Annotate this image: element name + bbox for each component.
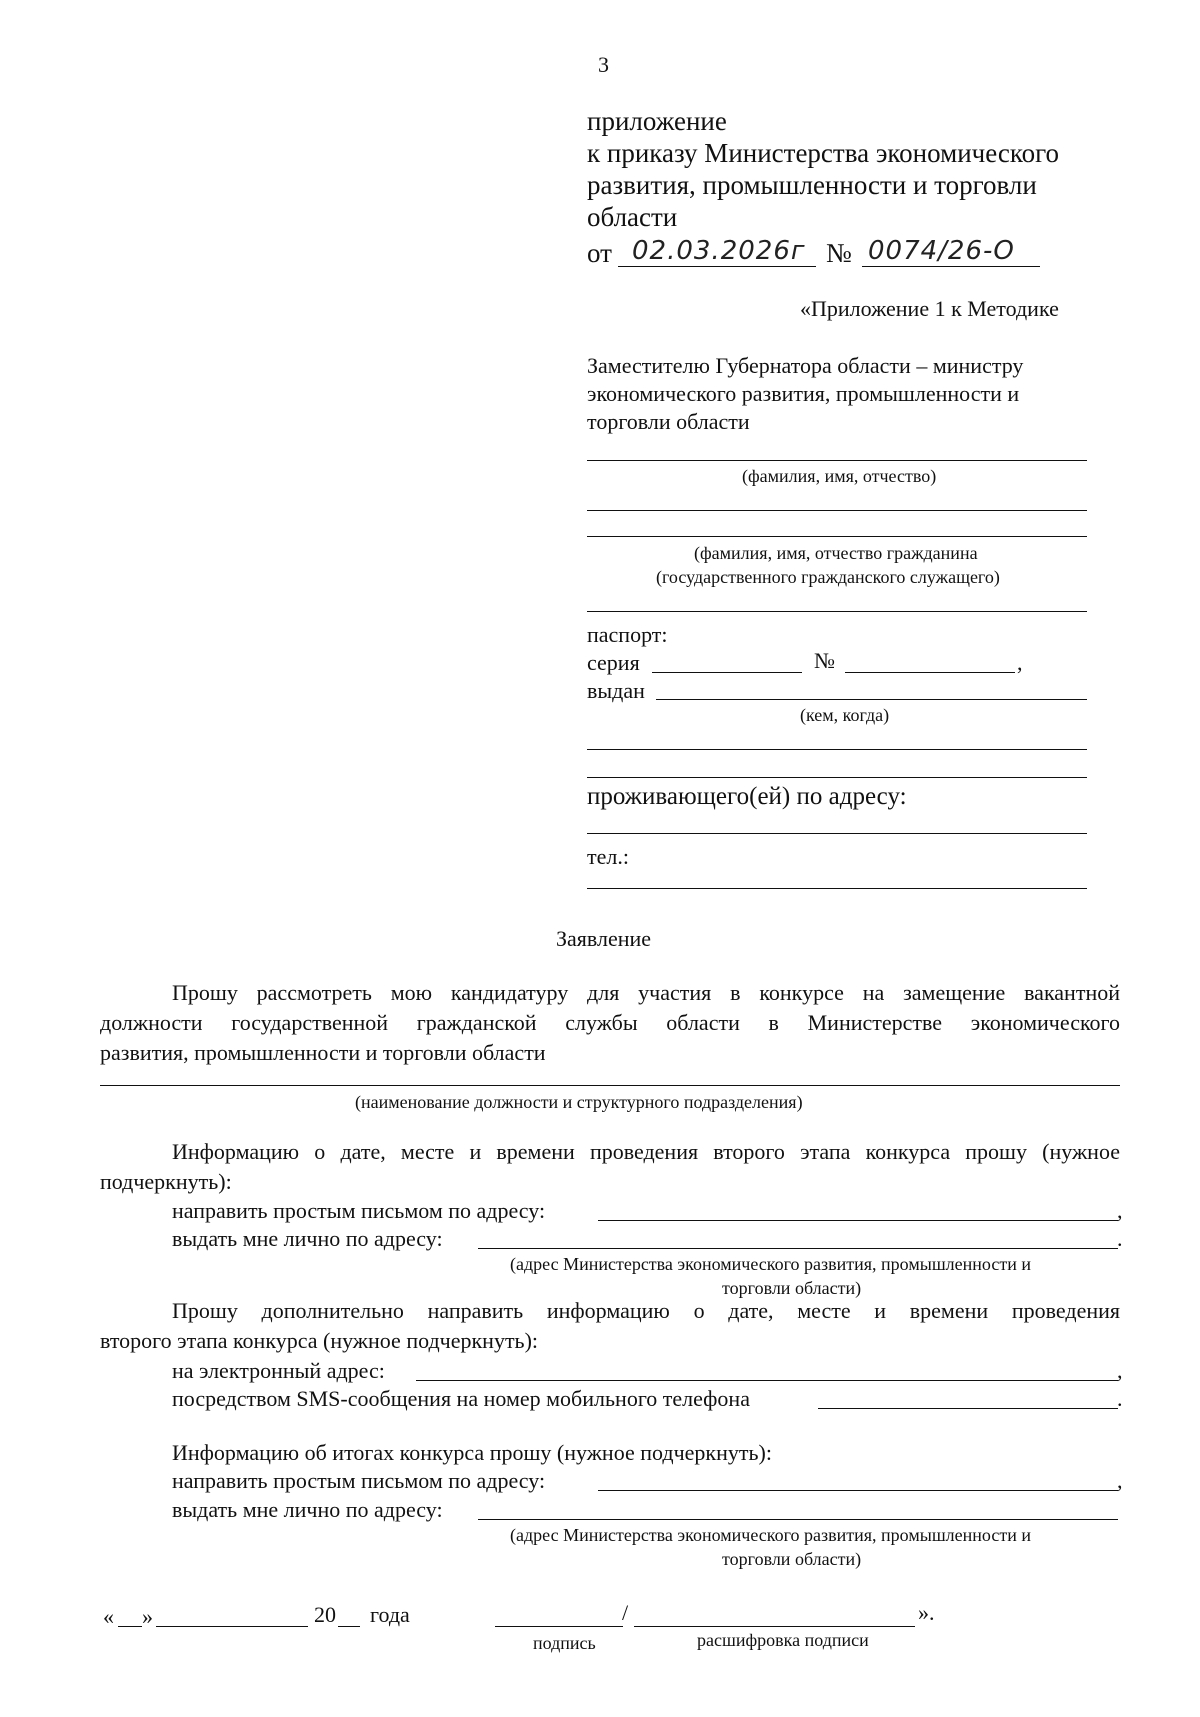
passport-number-label: № — [814, 648, 835, 673]
order-date-label: от — [587, 238, 612, 268]
paragraph-line: Прошу дополнительно направить информацию о дате, месте и времени проведения — [172, 1298, 1120, 1323]
year-prefix: 20 — [314, 1602, 336, 1627]
email-label: на электронный адрес: — [172, 1358, 385, 1383]
quote-open: « — [103, 1604, 114, 1629]
page-number: 3 — [598, 52, 609, 77]
citizen-caption: (фамилия, имя, отчество гражданина — [694, 543, 978, 563]
appendix-title: «Приложение 1 к Методике — [800, 296, 1059, 321]
address-field-line[interactable] — [587, 833, 1087, 834]
issued-field-line[interactable] — [587, 777, 1087, 778]
day-field[interactable] — [118, 1626, 142, 1627]
year-field[interactable] — [338, 1626, 360, 1627]
passport-series-field[interactable] — [652, 672, 802, 673]
header-line: приложение — [587, 106, 727, 136]
issued-field[interactable] — [656, 699, 1087, 700]
paragraph-line: Прошу рассмотреть мою кандидатуру для участия в конкурсе на замещение вакантной — [172, 980, 1120, 1005]
fio-caption: (фамилия, имя, отчество) — [742, 466, 937, 486]
citizen-field-line[interactable] — [587, 510, 1087, 511]
period: . — [1117, 1226, 1123, 1251]
paragraph-line: подчеркнуть): — [100, 1169, 232, 1194]
hand-personally-label: выдать мне лично по адресу: — [172, 1226, 443, 1251]
results-intro: Информацию об итогах конкурса прошу (нужное подчеркнуть): — [172, 1440, 772, 1465]
hand-personally-address-field[interactable] — [478, 1248, 1118, 1249]
comma: , — [1017, 650, 1023, 675]
email-field[interactable] — [416, 1380, 1118, 1381]
send-letter-label-2: направить простым письмом по адресу: — [172, 1468, 546, 1493]
signature-decode-caption: расшифровка подписи — [697, 1630, 869, 1650]
month-field[interactable] — [156, 1626, 308, 1627]
header-line: области — [587, 202, 678, 232]
sms-phone-field[interactable] — [818, 1408, 1118, 1409]
header-line: развития, промышленности и торговли — [587, 170, 1037, 200]
paragraph-line: должности государственной гражданской службы области в Министерстве экономического — [100, 1010, 1120, 1035]
signature-field[interactable] — [495, 1626, 623, 1627]
send-letter-address-field[interactable] — [598, 1220, 1118, 1221]
order-number-handwritten: 0074/26-О — [868, 236, 1015, 266]
addressee-line: торговли области — [587, 409, 750, 434]
phone-field-line[interactable] — [587, 888, 1087, 889]
order-number-sign: № — [826, 238, 852, 268]
issued-label: выдан — [587, 678, 645, 703]
paragraph-line: развития, промышленности и торговли области — [100, 1040, 546, 1065]
order-date-handwritten: 02.03.2026г — [632, 236, 806, 266]
address-label: проживающего(ей) по адресу: — [587, 783, 907, 810]
statement-title: Заявление — [556, 926, 652, 951]
paragraph-line: Информацию о дате, месте и времени проведения второго этапа конкурса прошу (нужное — [172, 1139, 1120, 1164]
ministry-address-caption: торговли области) — [722, 1278, 862, 1298]
year-label: года — [370, 1602, 410, 1627]
send-letter-address-field-2[interactable] — [598, 1490, 1118, 1491]
fio-field-line[interactable] — [587, 460, 1087, 461]
position-caption: (наименование должности и структурного подразделения) — [355, 1092, 803, 1112]
comma: , — [1117, 1358, 1123, 1383]
signature-decode-field[interactable] — [634, 1626, 915, 1627]
phone-label: тел.: — [587, 844, 629, 869]
passport-series-label: серия — [587, 650, 640, 675]
signature-caption: подпись — [533, 1633, 596, 1653]
header-line: к приказу Министерства экономического — [587, 138, 1060, 168]
ministry-address-caption: торговли области) — [722, 1549, 862, 1569]
ministry-address-caption: (адрес Министерства экономического развития, промышленности и — [510, 1254, 1031, 1274]
issued-field-line[interactable] — [587, 749, 1087, 750]
send-letter-label: направить простым письмом по адресу: — [172, 1198, 546, 1223]
quote-close: » — [142, 1604, 153, 1629]
addressee-line: Заместителю Губернатора области – министру — [587, 353, 1024, 378]
paragraph-line: второго этапа конкурса (нужное подчеркнуть): — [100, 1328, 539, 1353]
comma: , — [1117, 1198, 1123, 1223]
sms-label: посредством SMS-сообщения на номер мобильного телефона — [172, 1386, 750, 1411]
passport-label: паспорт: — [587, 622, 668, 647]
citizen-caption: (государственного гражданского служащего) — [656, 567, 1000, 587]
order-number-underline — [862, 266, 1040, 267]
order-date-underline — [618, 266, 816, 267]
hand-personally-label-2: выдать мне лично по адресу: — [172, 1497, 443, 1522]
passport-number-field[interactable] — [845, 672, 1015, 673]
position-field-line[interactable] — [100, 1085, 1120, 1086]
addressee-line: экономического развития, промышленности и — [587, 381, 1020, 406]
comma: , — [1117, 1468, 1123, 1493]
end-mark: ». — [918, 1600, 935, 1625]
citizen-field-line[interactable] — [587, 536, 1087, 537]
issued-caption: (кем, когда) — [800, 705, 890, 725]
slash: / — [622, 1600, 629, 1625]
ministry-address-caption: (адрес Министерства экономического развития, промышленности и — [510, 1525, 1031, 1545]
citizen-field-line[interactable] — [587, 611, 1087, 612]
period: . — [1117, 1386, 1123, 1411]
hand-personally-address-field-2[interactable] — [478, 1519, 1118, 1520]
